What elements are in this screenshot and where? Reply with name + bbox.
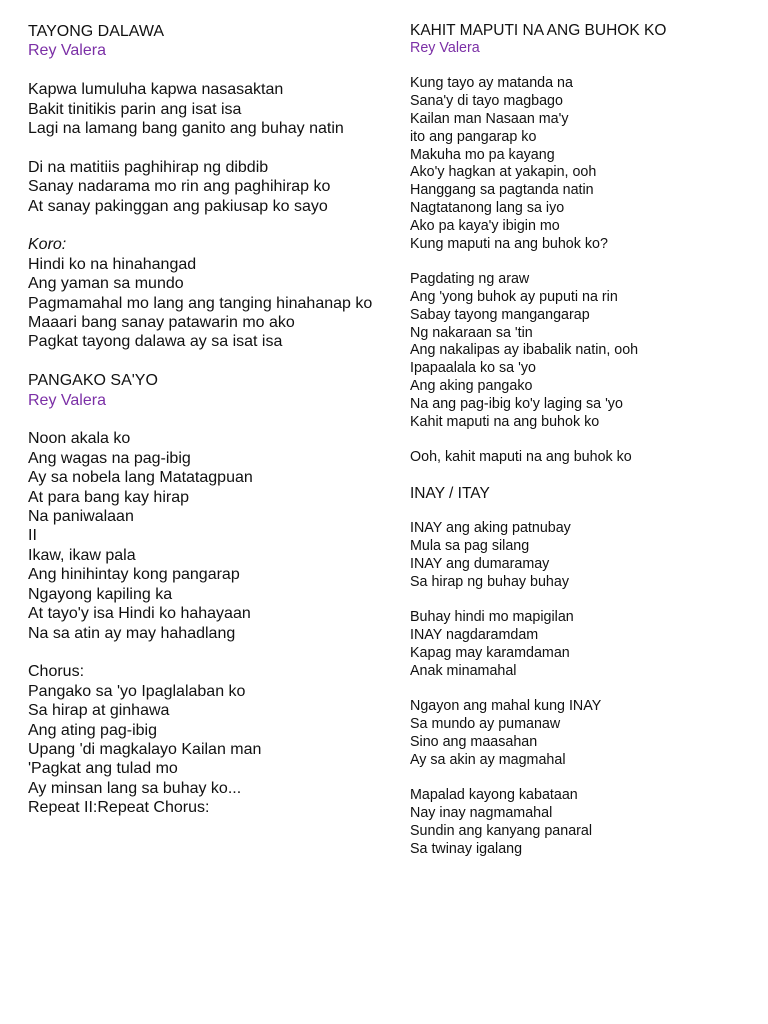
lyric-line: Ooh, kahit maputi na ang buhok ko — [410, 449, 632, 466]
lyric-line: Pagdating ng araw — [410, 271, 530, 288]
lyric-line: Hanggang sa pagtanda natin — [410, 182, 594, 199]
lyric-line: Kapwa lumuluha kapwa nasasaktan — [28, 81, 284, 99]
left-column — [28, 22, 378, 818]
stanza-gap — [28, 643, 378, 662]
lyric-line: Sana'y di tayo magbago — [410, 93, 563, 110]
lyric-line: Sundin ang kanyang panaral — [410, 822, 593, 839]
lyric-line: Di na matitiis paghihirap ng dibdib — [28, 158, 269, 176]
stanza-gap — [410, 680, 750, 698]
lyric-line: Ngayon ang mahal kung INAY — [410, 698, 602, 715]
lyric-line: Pagmamahal mo lang ang tanging hinahanap ko — [28, 294, 373, 312]
lyric-line: Anak minamahal — [410, 662, 517, 679]
lyric-line: At para bang kay hirap — [28, 488, 189, 506]
lyric-line: Hindi ko na hinahangad — [28, 255, 197, 273]
stanza-gap — [410, 58, 750, 76]
lyric-line: Noon akala ko — [28, 430, 131, 448]
right-column — [410, 22, 750, 858]
lyric-line: Ay minsan lang sa buhay ko... — [28, 779, 242, 797]
lyric-line: Sa hirap at ginhawa — [28, 702, 170, 720]
lyric-line: Pagkat tayong dalawa ay sa isat isa — [28, 333, 283, 351]
lyric-line: Mula sa pag silang — [410, 538, 530, 555]
lyric-line: Ako pa kaya'y ibigin mo — [410, 217, 560, 234]
lyric-line: Upang 'di magkalayo Kailan man — [28, 740, 262, 758]
lyric-line: Pangako sa 'yo Ipaglalaban ko — [28, 682, 246, 700]
lyric-line: Kailan man Nasaan ma'y — [410, 110, 569, 127]
lyric-line: Sabay tayong mangangarap — [410, 306, 590, 323]
lyric-line: 'Pagkat ang tulad mo — [28, 760, 178, 778]
lyric-line: INAY ang dumaramay — [410, 555, 550, 572]
lyric-line: Na paniwalaan — [28, 508, 134, 526]
lyric-line: Ang ating pag-ibig — [28, 721, 157, 739]
lyric-line: Ay sa akin ay magmahal — [410, 751, 566, 768]
lyric-line: Ang wagas na pag-ibig — [28, 449, 191, 467]
stanza-gap — [28, 138, 378, 157]
lyric-line: Sa mundo ay pumanaw — [410, 716, 561, 733]
song-artist: Rey Valera — [410, 39, 480, 56]
lyric-line: Buhay hindi mo mapigilan — [410, 609, 574, 626]
lyric-line: Ang hinihintay kong pangarap — [28, 566, 240, 584]
lyric-line: Ay sa nobela lang Matatagpuan — [28, 469, 253, 487]
lyric-line: Ang yaman sa mundo — [28, 275, 184, 293]
lyric-line: II — [28, 527, 37, 545]
song-title: INAY / ITAY — [410, 484, 490, 502]
lyric-line: Ikaw, ikaw pala — [28, 546, 136, 564]
lyric-line: Sa twinay igalang — [410, 840, 523, 857]
stanza-gap — [410, 253, 750, 271]
lyric-line: Ngayong kapiling ka — [28, 585, 173, 603]
lyric-line: Lagi na lamang bang ganito ang buhay natin — [28, 120, 344, 138]
lyric-line: At sanay pakinggan ang pakiusap ko sayo — [28, 197, 328, 215]
stanza-gap — [28, 410, 378, 429]
lyric-line: INAY ang aking patnubay — [410, 520, 571, 537]
song-title: KAHIT MAPUTI NA ANG BUHOK KO — [410, 22, 667, 39]
lyric-line: At tayo'y isa Hindi ko hahayaan — [28, 605, 251, 623]
lyric-line: Makuha mo pa kayang — [410, 146, 555, 163]
lyric-line: Kung maputi na ang buhok ko? — [410, 235, 608, 252]
lyric-line: Na ang pag-ibig ko'y laging sa 'yo — [410, 395, 623, 412]
song-gap — [410, 467, 750, 485]
lyric-line: Kapag may karamdaman — [410, 644, 570, 661]
lyric-line: Mapalad kayong kabataan — [410, 787, 578, 804]
song-title: TAYONG DALAWA — [28, 23, 165, 40]
lyric-line: Bakit tinitikis parin ang isat isa — [28, 100, 242, 118]
lyric-line: Nay inay nagmamahal — [410, 805, 553, 822]
stanza-gap — [410, 769, 750, 787]
lyric-line: Ang aking pangako — [410, 377, 533, 394]
song-artist: Rey Valera — [28, 42, 106, 60]
stanza-gap — [410, 592, 750, 610]
lyric-line: Chorus: — [28, 663, 85, 681]
stanza-gap — [410, 503, 750, 521]
stanza-gap — [410, 431, 750, 449]
lyric-line: Kung tayo ay matanda na — [410, 75, 573, 92]
lyric-line: Maaari bang sanay patawarin mo ako — [28, 314, 295, 332]
stanza-gap — [28, 216, 378, 235]
lyric-line: Kahit maputi na ang buhok ko — [410, 413, 600, 430]
lyric-line: Ng nakaraan sa 'tin — [410, 324, 533, 341]
song-title: PANGAKO SA'YO — [28, 372, 158, 390]
stanza-gap — [28, 61, 378, 80]
song-gap — [28, 352, 378, 371]
lyric-line: INAY nagdaramdam — [410, 627, 539, 644]
lyric-line: Na sa atin ay may hahadlang — [28, 624, 236, 642]
lyric-line: Sanay nadarama mo rin ang paghihirap ko — [28, 178, 331, 196]
lyric-line: Ang nakalipas ay ibabalik natin, ooh — [410, 342, 639, 359]
song-artist: Rey Valera — [28, 391, 106, 409]
lyric-line: ito ang pangarap ko — [410, 128, 537, 145]
lyric-line: Ang 'yong buhok ay puputi na rin — [410, 288, 618, 305]
lyric-line: Koro: — [28, 236, 67, 254]
lyric-line: Ipapaalala ko sa 'yo — [410, 360, 536, 377]
lyric-line: Sino ang maasahan — [410, 733, 538, 750]
lyric-line: Ako'y hagkan at yakapin, ooh — [410, 164, 597, 181]
lyric-line: Nagtatanong lang sa iyo — [410, 199, 565, 216]
lyric-line: Repeat II:Repeat Chorus: — [28, 799, 210, 817]
lyric-line: Sa hirap ng buhay buhay — [410, 573, 569, 590]
